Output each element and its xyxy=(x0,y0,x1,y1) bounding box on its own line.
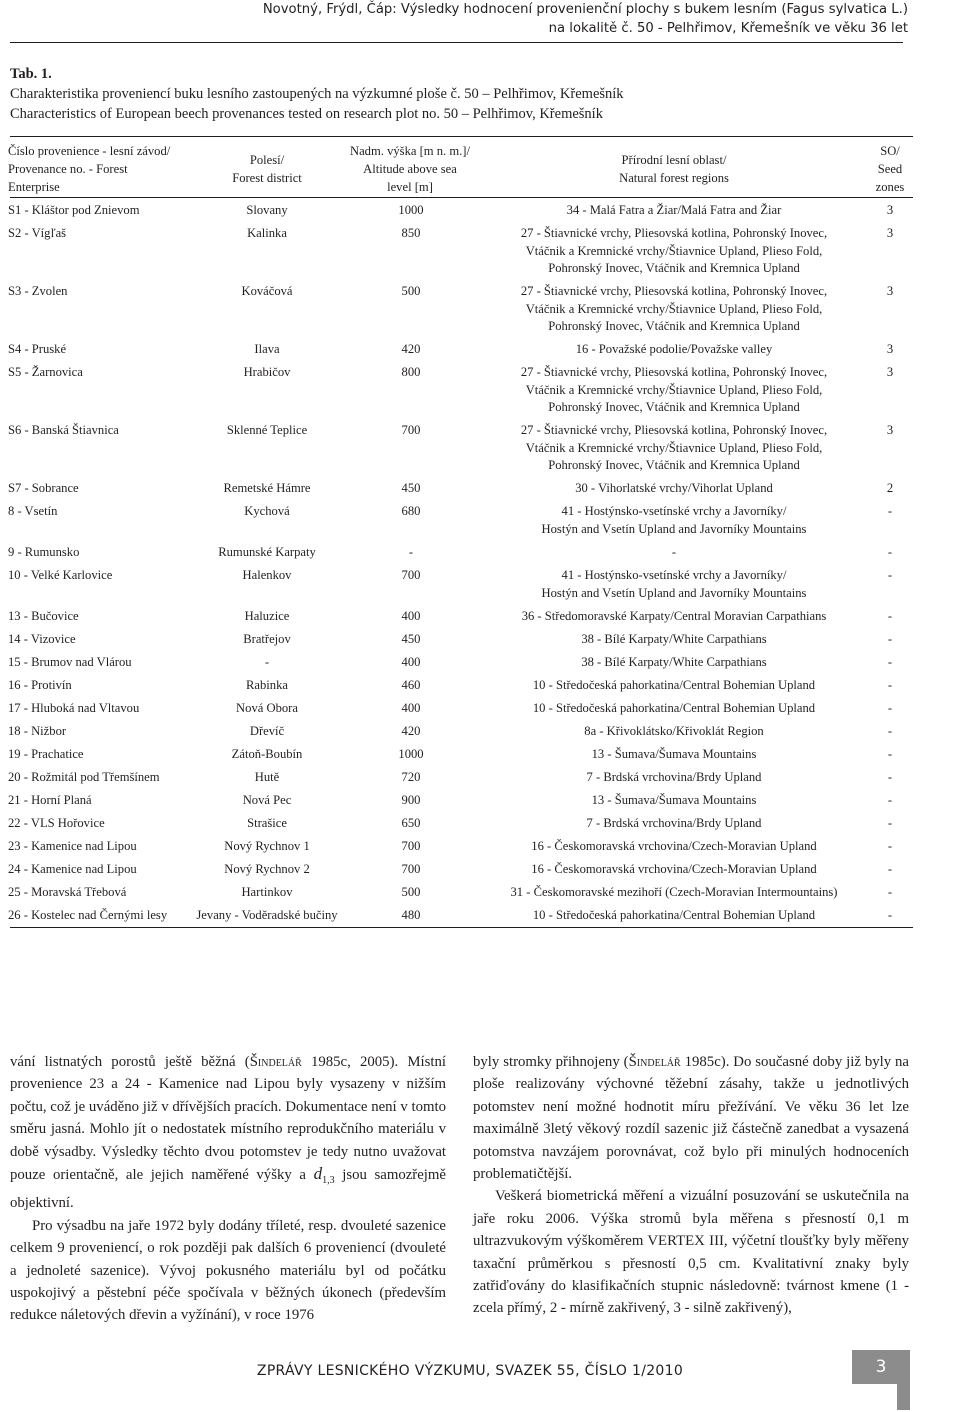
cell-altitude: 850 xyxy=(401,226,421,240)
header-seed-zones: SO/ Seed zones xyxy=(875,144,905,194)
cell-district: Remetské Hámre xyxy=(223,481,311,495)
cell-region: 38 - Bílé Karpaty/White Carpathians xyxy=(581,632,767,646)
table-caption xyxy=(10,64,910,124)
cell-seed-zone: - xyxy=(887,545,893,559)
cell-altitude: 460 xyxy=(401,678,421,692)
cell-district: Hrabičov xyxy=(243,365,291,379)
cell-seed-zone: 2 xyxy=(886,481,894,495)
cell-altitude: 1000 xyxy=(398,203,424,217)
cell-seed-zone: 3 xyxy=(886,203,894,217)
cell-altitude: 480 xyxy=(401,908,421,922)
cell-altitude: 500 xyxy=(401,885,421,899)
cell-seed-zone: - xyxy=(887,747,893,761)
table-title-cz: Charakteristika proveniencí buku lesního zastoupených na výzkumné ploše č. 50 – Pelhřimov, Křemešník xyxy=(10,86,624,102)
cell-altitude: 700 xyxy=(401,568,421,582)
cell-district: Jevany - Voděradské bučiny xyxy=(196,908,338,922)
running-head xyxy=(68,0,908,38)
cell-region: 10 - Středočeská pahorkatina/Central Bohemian Upland xyxy=(532,908,816,922)
cell-district: Zátoň-Boubín xyxy=(231,747,303,761)
cell-altitude: 700 xyxy=(401,862,421,876)
symbol-subscript: 1,3 xyxy=(322,1174,335,1186)
cell-seed-zone: - xyxy=(887,862,893,876)
cell-district: Halenkov xyxy=(242,568,292,582)
table-label: Tab. 1. xyxy=(10,66,52,82)
cell-provenance: 20 - Rožmitál pod Třemšínem xyxy=(8,770,160,784)
cell-altitude: 400 xyxy=(401,655,421,669)
cell-altitude: 1000 xyxy=(398,747,424,761)
cell-region: 7 - Brdská vrchovina/Brdy Upland xyxy=(586,770,762,784)
cell-provenance: 24 - Kamenice nad Lipou xyxy=(8,862,137,876)
cell-region: Pohronský Inovec, Vtáčnik and Kremnica Upland xyxy=(548,261,800,275)
cell-provenance: 9 - Rumunsko xyxy=(8,545,80,559)
cell-seed-zone: - xyxy=(887,655,893,669)
cell-region: Vtáčnik a Kremnické vrchy/Štiavnice Upland, Plieso Fold, xyxy=(525,243,823,258)
cell-region: 13 - Šumava/Šumava Mountains xyxy=(591,793,757,807)
cell-district: Haluzice xyxy=(244,609,290,623)
paragraph: Veškerá biometrická měření a vizuální posuzování se uskutečnila na jaře roku 2006. Výška stromů byla měřena s přesností 0,1 m ultrazvukovým výškoměrem VERTEX III, výčetní tloušťky byly měřeny taxační průměrkou s přesností 0,5 cm. Kvalitativní znaky byly zatřiďovány do klasifikačních stupnic následovně: tvárnost kmene (1 - zcela přímý, 2 - mírně zakřivený, 3 - silně zakřivený), xyxy=(473,1188,909,1317)
cell-region: Pohronský Inovec, Vtáčnik and Kremnica Upland xyxy=(548,319,800,333)
symbol-d: d xyxy=(313,1164,323,1184)
cell-region: 38 - Bílé Karpaty/White Carpathians xyxy=(581,655,767,669)
cell-provenance: 19 - Prachatice xyxy=(8,747,84,761)
cell-region: 34 - Malá Fatra a Žiar/Malá Fatra and Žiar xyxy=(566,203,782,217)
cell-region: Pohronský Inovec, Vtáčnik and Kremnica Upland xyxy=(548,400,800,414)
cell-region: 8a - Křivoklátsko/Křivoklát Region xyxy=(584,724,764,738)
cell-seed-zone: - xyxy=(887,701,893,715)
cell-altitude: 400 xyxy=(401,701,421,715)
cell-altitude: - xyxy=(408,545,414,559)
cell-provenance: 14 - Vizovice xyxy=(8,632,76,646)
cell-altitude: 420 xyxy=(401,724,421,738)
cell-provenance: S7 - Sobrance xyxy=(8,481,79,495)
citation-author: Šindelář xyxy=(249,1054,302,1070)
cell-district: Rabinka xyxy=(246,678,288,692)
page-tab-strip xyxy=(897,1384,910,1410)
cell-district: Kalinka xyxy=(247,226,287,240)
cell-provenance: S1 - Kláštor pod Znievom xyxy=(8,203,140,217)
cell-seed-zone: - xyxy=(887,609,893,623)
table-header-rule xyxy=(10,197,913,198)
table-bottom-rule xyxy=(10,927,913,928)
cell-district: Nový Rychnov 2 xyxy=(224,862,310,876)
running-head-line1: Novotný, Frýdl, Čáp: Výsledky hodnocení provenienční plochy s bukem lesním (Fagus sylvatica L.) xyxy=(262,2,908,17)
cell-region: Vtáčnik a Kremnické vrchy/Štiavnice Upland, Plieso Fold, xyxy=(525,382,823,397)
cell-district: Hutě xyxy=(254,770,280,784)
cell-region: 31 - Českomoravské mezihoří (Czech-Moravian Intermountains) xyxy=(510,885,838,899)
cell-region: 10 - Středočeská pahorkatina/Central Bohemian Upland xyxy=(532,701,816,715)
cell-provenance: 25 - Moravská Třebová xyxy=(8,885,127,899)
cell-district: Nový Rychnov 1 xyxy=(224,839,310,853)
cell-district: Strašice xyxy=(247,816,287,830)
cell-district: Rumunské Karpaty xyxy=(218,545,316,559)
cell-altitude: 800 xyxy=(401,365,421,379)
cell-region: 7 - Brdská vrchovina/Brdy Upland xyxy=(586,816,762,830)
cell-seed-zone: - xyxy=(887,816,893,830)
cell-altitude: 900 xyxy=(401,793,421,807)
journal-footer: ZPRÁVY LESNICKÉHO VÝZKUMU, SVAZEK 55, ČÍSLO 1/2010 xyxy=(256,1363,684,1379)
cell-region: Hostýn and Vsetín Upland and Javorníky Mountains xyxy=(541,585,807,600)
cell-provenance: 22 - VLS Hořovice xyxy=(8,816,105,830)
cell-seed-zone: - xyxy=(887,632,893,646)
cell-altitude: 450 xyxy=(401,481,421,495)
cell-region: 30 - Vihorlatské vrchy/Vihorlat Upland xyxy=(575,481,773,495)
cell-region: Vtáčnik a Kremnické vrchy/Štiavnice Upland, Plieso Fold, xyxy=(525,440,823,455)
cell-provenance: 15 - Brumov nad Vlárou xyxy=(8,655,132,669)
cell-district: Dřevíč xyxy=(249,724,285,738)
cell-seed-zone: 3 xyxy=(886,226,894,240)
cell-seed-zone: - xyxy=(887,885,893,899)
cell-seed-zone: - xyxy=(887,678,893,692)
paragraph: Pro výsadbu na jaře 1972 byly dodány tříleté, resp. dvouleté sazenice celkem 9 proveniencí, o rok později pak dalších 6 proveniencí (dvouleté a jednoleté sazenice). Vývoj pokusného materiálu byl od počátku uspokojivý a pěstební péče spočívala v běžných úkonech (především redukce náletových dřevin a vyžínání), v roce 1976 xyxy=(10,1217,446,1324)
cell-provenance: S5 - Žarnovica xyxy=(8,365,83,379)
cell-seed-zone: 3 xyxy=(886,423,894,437)
cell-seed-zone: - xyxy=(887,839,893,853)
citation-author: Šindelář xyxy=(628,1054,681,1070)
cell-seed-zone: - xyxy=(887,793,893,807)
cell-seed-zone: 3 xyxy=(886,342,894,356)
cell-altitude: 400 xyxy=(401,609,421,623)
cell-district: Kychová xyxy=(244,504,290,518)
cell-district: Nová Obora xyxy=(236,701,298,715)
cell-district: Hartinkov xyxy=(241,885,293,899)
cell-district: - xyxy=(264,655,270,669)
cell-district: Slovany xyxy=(246,203,288,217)
header-provenance: Číslo provenience - lesní závod/ Provenance no. - Forest Enterprise xyxy=(8,144,171,194)
cell-provenance: 18 - Nižbor xyxy=(8,724,67,738)
cell-region: 16 - Považské podolie/Považske valley xyxy=(575,342,773,356)
running-head-line2: na lokalitě č. 50 - Pelhřimov, Křemešník ve věku 36 let xyxy=(548,21,908,36)
cell-provenance: 10 - Velké Karlovice xyxy=(8,568,113,582)
cell-seed-zone: 3 xyxy=(886,284,894,298)
header-district: Polesí/ Forest district xyxy=(232,153,302,185)
cell-district: Nová Pec xyxy=(242,793,292,807)
header-rule xyxy=(10,42,903,43)
cell-region: 27 - Štiavnické vrchy, Pliesovská kotlina, Pohronský Inovec, xyxy=(520,226,828,240)
cell-provenance: S4 - Pruské xyxy=(8,342,67,356)
cell-provenance: 21 - Horní Planá xyxy=(8,793,92,807)
cell-region: 27 - Štiavnické vrchy, Pliesovská kotlina, Pohronský Inovec, xyxy=(520,423,828,437)
cell-region: 27 - Štiavnické vrchy, Pliesovská kotlina, Pohronský Inovec, xyxy=(520,284,828,298)
cell-provenance: 16 - Protivín xyxy=(8,678,72,692)
cell-region: 41 - Hostýnsko-vsetínské vrchy a Javorníky/ xyxy=(561,504,787,518)
cell-region: 16 - Českomoravská vrchovina/Czech-Moravian Upland xyxy=(531,839,817,853)
cell-seed-zone: - xyxy=(887,908,893,922)
cell-seed-zone: 3 xyxy=(886,365,894,379)
cell-provenance: 17 - Hluboká nad Vltavou xyxy=(8,701,140,715)
cell-region: Hostýn and Vsetín Upland and Javorníky Mountains xyxy=(541,521,807,536)
header-region: Přírodní lesní oblast/ Natural forest regions xyxy=(619,153,729,185)
cell-seed-zone: - xyxy=(887,724,893,738)
cell-region: 13 - Šumava/Šumava Mountains xyxy=(591,747,757,761)
cell-altitude: 680 xyxy=(401,504,421,518)
cell-provenance: 23 - Kamenice nad Lipou xyxy=(8,839,137,853)
cell-provenance: 8 - Vsetín xyxy=(8,504,58,518)
body-column-right xyxy=(473,1051,909,1320)
cell-provenance: 26 - Kostelec nad Černými lesy xyxy=(8,908,168,922)
cell-region: 10 - Středočeská pahorkatina/Central Bohemian Upland xyxy=(532,678,816,692)
cell-seed-zone: - xyxy=(887,770,893,784)
cell-altitude: 500 xyxy=(401,284,421,298)
cell-seed-zone: - xyxy=(887,568,893,582)
cell-provenance: 13 - Bučovice xyxy=(8,609,79,623)
cell-altitude: 450 xyxy=(401,632,421,646)
paragraph: vání listnatých porostů ještě běžná (Šindelář 1985c, 2005). Místní provenience 23 a 24 - Kamenice nad Lipou byly vysazeny v nižším počtu, což je uváděno již v dřívějších pracích. Dokumentace není v tomto směru jasná. Mohlo jít o nedostatek místního reprodukčního materiálu v době výsadby. Výsledky těchto dvou potomstev je tedy nutno uvažovat pouze orientačně, ale jejich naměřené výšky a $d_{1,3}$ jsou samozřejmě objektivní. xyxy=(10,1054,446,1212)
cell-altitude: 700 xyxy=(401,839,421,853)
cell-region: 27 - Štiavnické vrchy, Pliesovská kotlina, Pohronský Inovec, xyxy=(520,365,828,379)
cell-seed-zone: - xyxy=(887,504,893,518)
cell-region: Vtáčnik a Kremnické vrchy/Štiavnice Upland, Plieso Fold, xyxy=(525,301,823,316)
cell-district: Kováčová xyxy=(241,284,293,298)
table-title-en: Characteristics of European beech provenances tested on research plot no. 50 – Pelhřimov, Křemešník xyxy=(10,106,603,122)
cell-district: Sklenné Teplice xyxy=(226,423,308,437)
cell-provenance: S6 - Banská Štiavnica xyxy=(8,423,119,437)
body-column-left xyxy=(10,1051,446,1327)
cell-region: Pohronský Inovec, Vtáčnik and Kremnica Upland xyxy=(548,458,800,472)
cell-altitude: 700 xyxy=(401,423,421,437)
cell-altitude: 650 xyxy=(401,816,421,830)
cell-region: 16 - Českomoravská vrchovina/Czech-Moravian Upland xyxy=(531,862,817,876)
header-altitude: Nadm. výška [m n. m.]/ Altitude above sea level [m] xyxy=(350,144,470,194)
cell-region: 36 - Středomoravské Karpaty/Central Moravian Carpathians xyxy=(521,609,827,623)
table-top-rule xyxy=(10,136,913,137)
cell-district: Ilava xyxy=(254,342,280,356)
cell-region: 41 - Hostýnsko-vsetínské vrchy a Javorníky/ xyxy=(561,568,787,582)
paragraph: byly stromky přihnojeny (Šindelář 1985c). Do současné doby již byly na ploše realizovány výchovné těžební zásahy, takže u jednotlivých potomstev není možné hodnotit míru přežívání. Ve věku 36 let lze maximálně 3letý věkový rozdíl sazenic již částečně zanedbat a vysazená potomstva navzájem porovnávat, což bylo při minulých hodnoceních problematičtější. xyxy=(473,1054,909,1183)
cell-provenance: S3 - Zvolen xyxy=(8,284,68,298)
cell-altitude: 720 xyxy=(401,770,421,784)
page-number: 3 xyxy=(852,1350,910,1384)
cell-district: Bratřejov xyxy=(243,632,291,646)
cell-region: - xyxy=(671,545,677,559)
cell-provenance: S2 - Vígľaš xyxy=(8,226,67,240)
cell-altitude: 420 xyxy=(401,342,421,356)
